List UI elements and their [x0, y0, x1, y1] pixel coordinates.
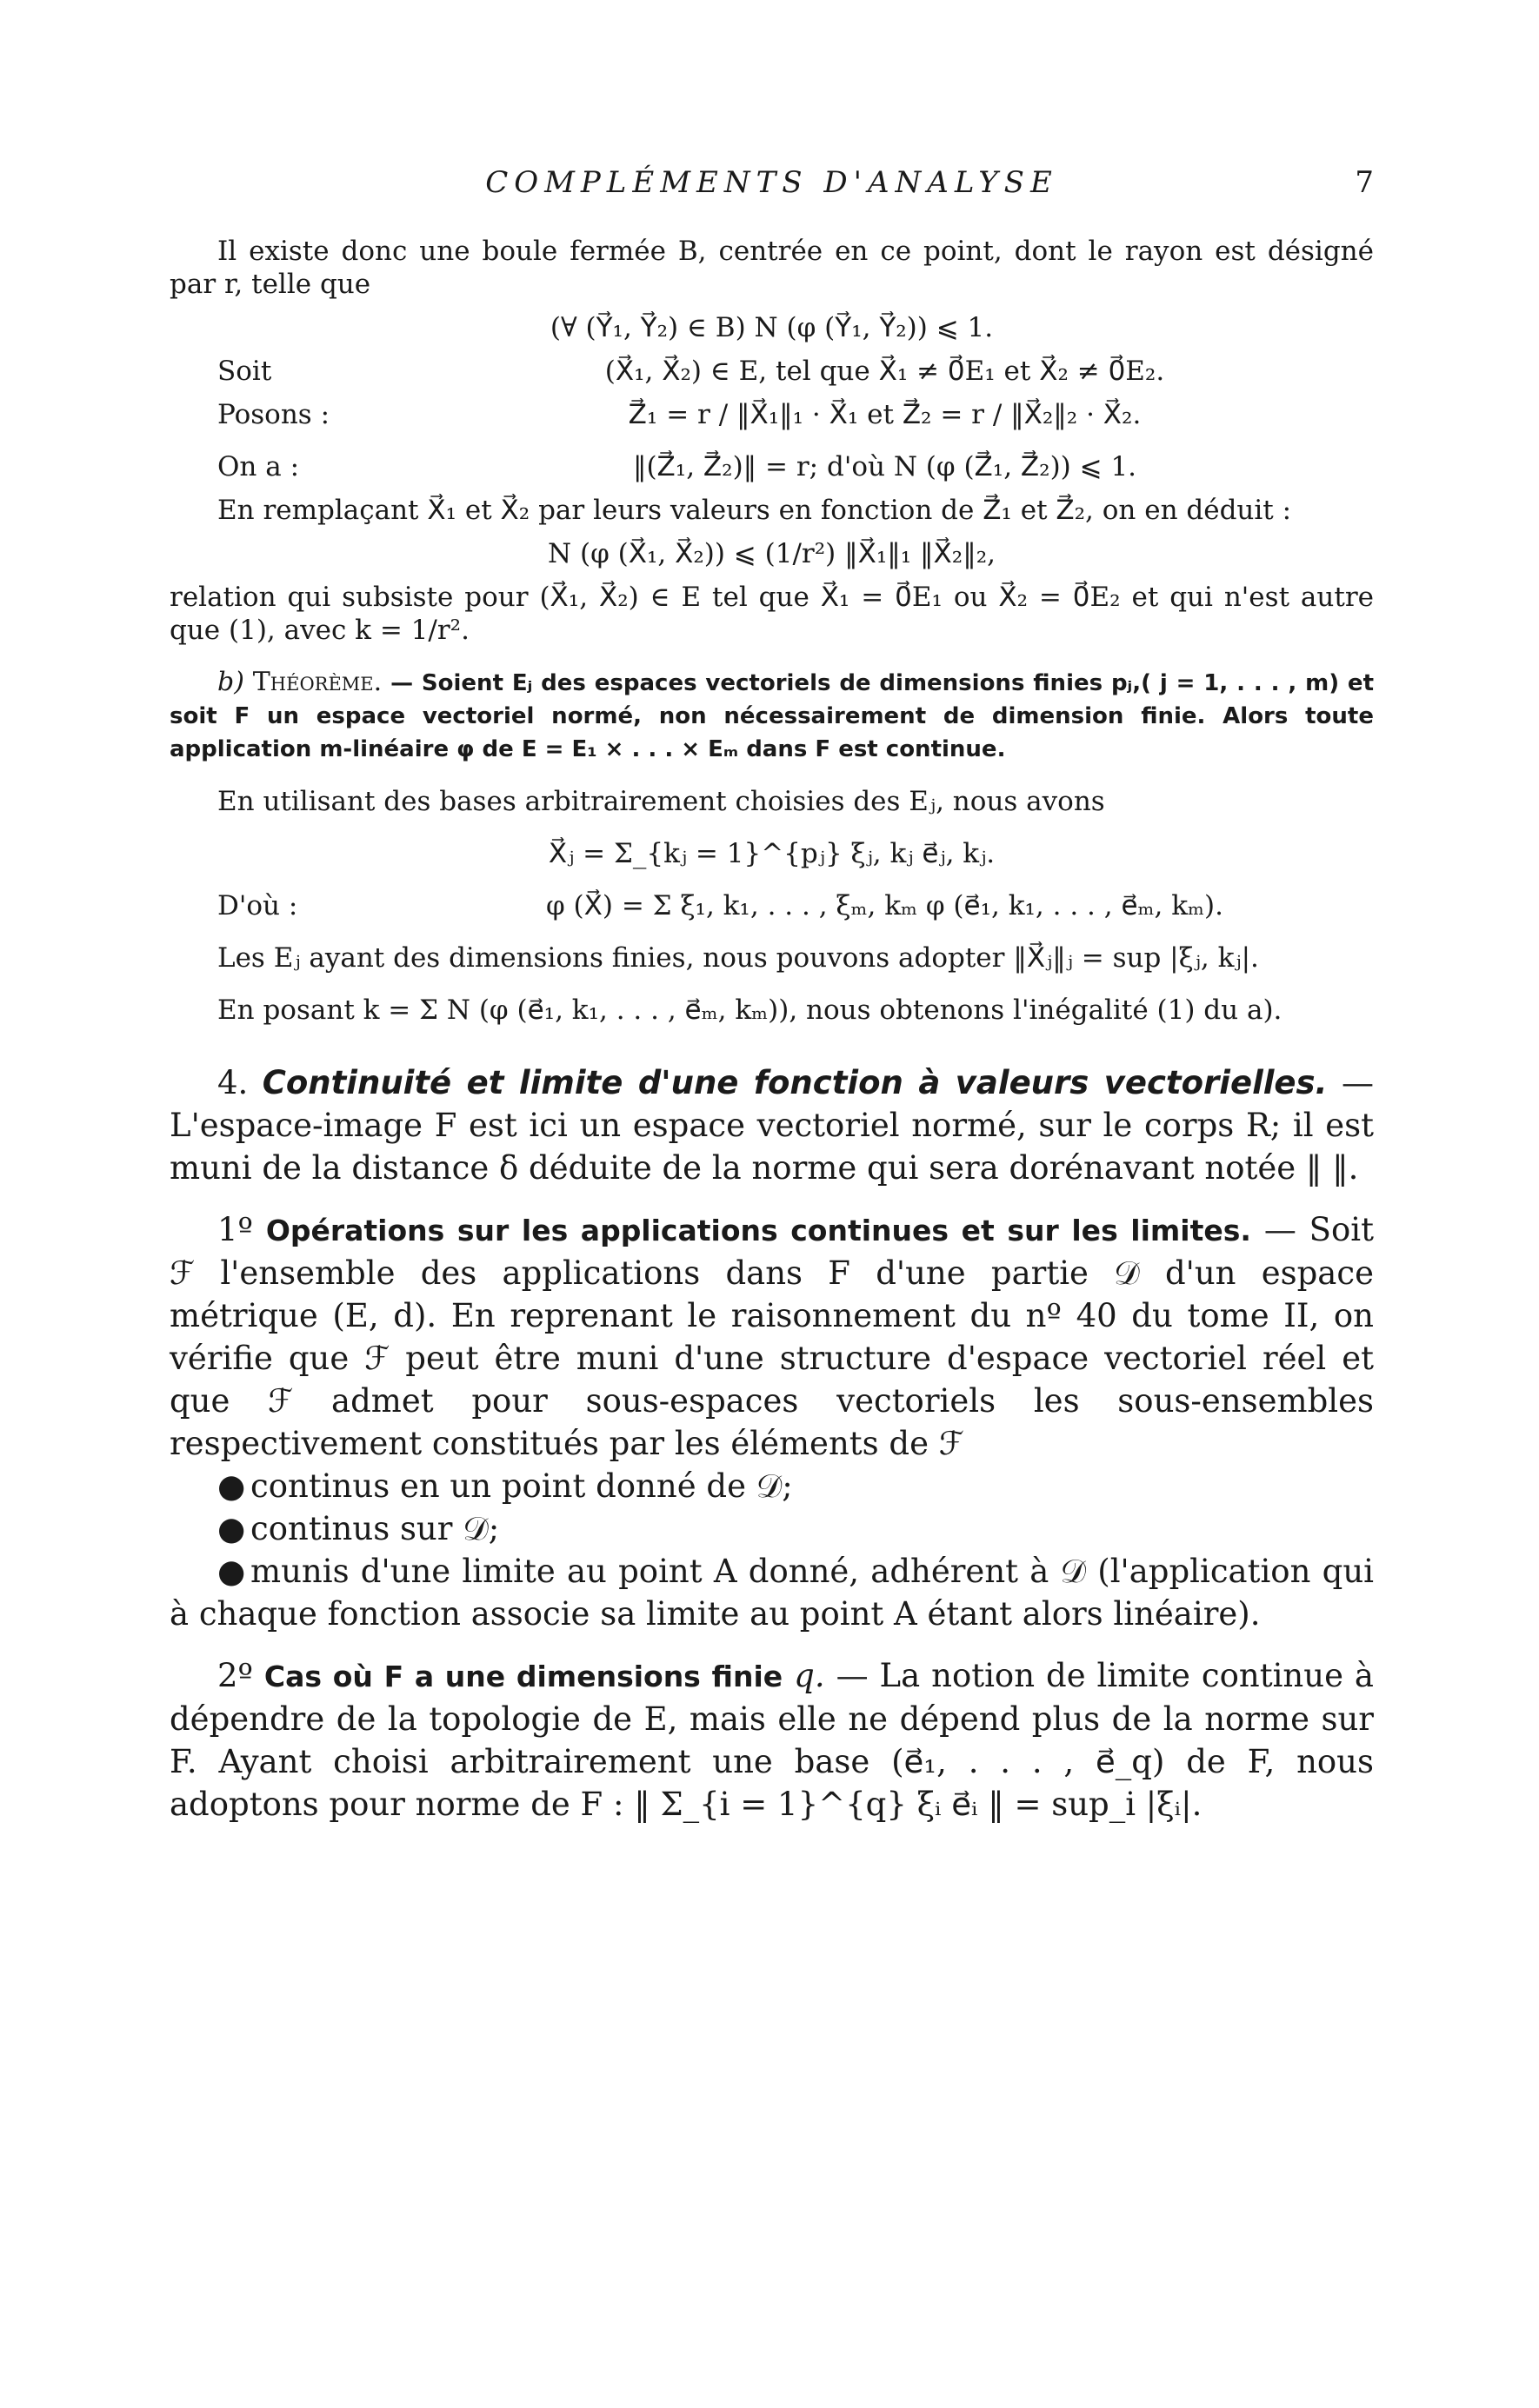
ona-line — [170, 450, 1374, 483]
soit-line — [170, 355, 1374, 388]
subsection-1-text: — Soit ℱ l'ensemble des applications dans F d'une partie 𝒟 d'un espace métrique (E, d). En reprenant le raisonnement du nº 40 du tome II, on vérifie que ℱ peut être muni d'une structure d'espace vectoriel réel et que ℱ admet pour sous-espaces vectoriels les sous-ensembles respectivement constitués par les éléments de ℱ — [170, 1211, 1374, 1462]
subsection-1-title: Opérations sur les applications continues et sur les limites. — [265, 1214, 1251, 1247]
ona-math: ‖(Z⃗₁, Z⃗₂)‖ = r; d'où N (φ (Z⃗₁, Z⃗₂)) ⩽ 1. — [632, 451, 1137, 482]
section-4-title: Continuité et limite d'une fonction à valeurs vectorielles. — [262, 1064, 1328, 1101]
dou-math: φ (X⃗) = Σ ξ₁, k₁, . . . , ξₘ, kₘ φ (e⃗₁, k₁, . . . , e⃗ₘ, kₘ). — [546, 890, 1223, 921]
theorem-name: Théorème. — [252, 667, 383, 697]
bullet-icon: ● — [217, 1510, 246, 1547]
equation-ball: (∀ (Y⃗₁, Y⃗₂) ∈ B) N (φ (Y⃗₁, Y⃗₂)) ⩽ 1. — [550, 312, 994, 343]
dou-line — [170, 889, 1374, 922]
list-item-text: continus en un point donné de 𝒟; — [250, 1467, 793, 1505]
intro-paragraph: Il existe donc une boule fermée B, centrée en ce point, dont le rayon est désigné par r, telle que — [170, 236, 1374, 300]
posons-math: Z⃗₁ = r / ‖X⃗₁‖₁ · X⃗₁ et Z⃗₂ = r / ‖X⃗₂‖₂ · X⃗₂. — [628, 399, 1142, 430]
theorem-paragraph — [170, 666, 1374, 766]
dou-label: D'où : — [217, 890, 298, 921]
utilisant-paragraph: En utilisant des bases arbitrairement choisies des Eⱼ, nous avons — [217, 786, 1105, 817]
remplacant-paragraph: En remplaçant X⃗₁ et X⃗₂ par leurs valeurs en fonction de Z⃗₁ et Z⃗₂, on en déduit : — [217, 495, 1292, 526]
theorem-text: — Soient Eⱼ des espaces vectoriels de dimensions finies pⱼ,( j = 1, . . . , m) et soit F un espace vectoriel normé, non nécessairement de dimension finie. Alors toute application m-linéaire φ de E = E₁ × . . . × Eₘ dans F est continue. — [170, 670, 1374, 762]
subsection-2-number: 2º — [217, 1657, 253, 1694]
bullet-icon: ● — [217, 1467, 246, 1505]
relation-paragraph: relation qui subsiste pour (X⃗₁, X⃗₂) ∈ E tel que X⃗₁ = 0⃗E₁ ou X⃗₂ = 0⃗E₂ et qui n'est autre que (1), avec k = 1/r². — [170, 582, 1374, 646]
list-item — [170, 1465, 1374, 1507]
en-posant-paragraph: En posant k = Σ N (φ (e⃗₁, k₁, . . . , e⃗ₘ, kₘ)), nous obtenons l'inégalité (1) du a). — [217, 994, 1282, 1026]
header-title: COMPLÉMENTS D'ANALYSE — [485, 165, 1058, 200]
ona-label: On a : — [217, 451, 300, 482]
theorem-lead: b) — [217, 667, 244, 697]
section-4-number: 4. — [217, 1064, 249, 1101]
list-item — [170, 1507, 1374, 1550]
subsection-2-title: Cas où F a une dimensions finie — [263, 1660, 783, 1693]
subsection-2-text: — La notion de limite continue à dépendre de la topologie de E, mais elle ne dépend plus de la norme sur F. Ayant choisi arbitrairement une base (e⃗₁, . . . , e⃗_q) de F, nous adoptons pour norme de F : ‖ Σ_{i = 1}^{q} ξᵢ e⃗ᵢ ‖ = sup_i |ξᵢ|. — [170, 1657, 1374, 1823]
posons-label: Posons : — [217, 399, 330, 430]
soit-label: Soit — [217, 356, 272, 387]
subsection-2-variable: q. — [794, 1657, 825, 1694]
posons-line — [170, 398, 1374, 431]
bullet-icon: ● — [217, 1553, 246, 1590]
section-4-paragraph — [170, 1061, 1374, 1189]
running-header — [170, 165, 1374, 200]
page-number: 7 — [1355, 165, 1374, 200]
subsection-2-paragraph — [170, 1654, 1374, 1826]
equation-basis: X⃗ⱼ = Σ_{kⱼ = 1}^{pⱼ} ξⱼ, kⱼ e⃗ⱼ, kⱼ. — [548, 838, 996, 869]
subsection-1-number: 1º — [217, 1211, 253, 1248]
les-paragraph: Les Eⱼ ayant des dimensions finies, nous pouvons adopter ‖X⃗ⱼ‖ⱼ = sup |ξⱼ, kⱼ|. — [217, 942, 1259, 974]
list-item-text: munis d'une limite au point A donné, adhérent à 𝒟 (l'application qui à chaque fonction associe sa limite au point A étant alors linéaire). — [170, 1553, 1374, 1633]
list-item — [170, 1550, 1374, 1635]
page-content — [170, 235, 1374, 1826]
list-item-text: continus sur 𝒟; — [250, 1510, 500, 1547]
section-4-text: — L'espace-image F est ici un espace vectoriel normé, sur le corps R; il est muni de la distance δ déduite de la norme qui sera dorénavant notée ‖ ‖. — [170, 1064, 1374, 1187]
soit-math: (X⃗₁, X⃗₂) ∈ E, tel que X⃗₁ ≠ 0⃗E₁ et X⃗₂ ≠ 0⃗E₂. — [604, 356, 1165, 387]
equation-inequality: N (φ (X⃗₁, X⃗₂)) ⩽ (1/r²) ‖X⃗₁‖₁ ‖X⃗₂‖₂, — [548, 538, 996, 569]
subsection-1-paragraph — [170, 1208, 1374, 1465]
